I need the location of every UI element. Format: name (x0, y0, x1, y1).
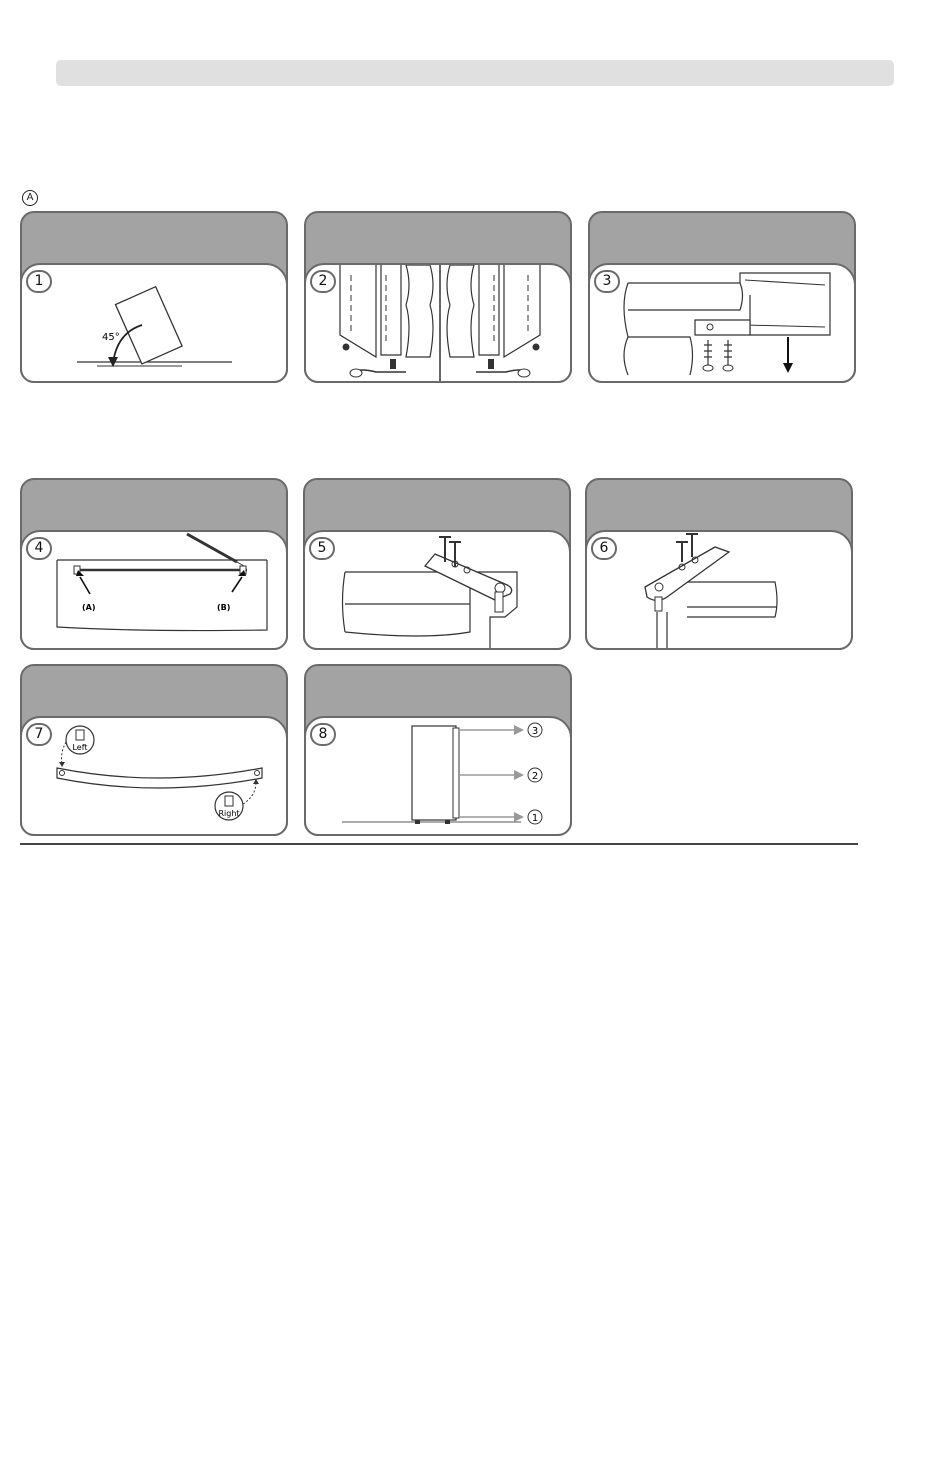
panel-illustration (20, 530, 288, 650)
step-number: 2 (310, 270, 336, 293)
panel-illustration (303, 530, 571, 650)
step-number: 4 (26, 537, 52, 560)
shelf-label-middle: 2 (531, 771, 539, 782)
step-panel-8 (304, 664, 572, 836)
header-bar (56, 60, 894, 86)
top-cover-illustration (22, 532, 288, 650)
shelf-label-bottom: 1 (531, 813, 539, 824)
tilt-illustration (22, 265, 288, 383)
bottom-divider (20, 843, 858, 845)
right-label: Right (218, 809, 240, 818)
step-panel-1 (20, 211, 288, 383)
door-alignment-illustration (306, 718, 572, 836)
panel-illustration (20, 263, 288, 383)
panel-illustration (20, 716, 288, 836)
step-number: 5 (309, 537, 335, 560)
step-number: 3 (594, 270, 620, 293)
section-marker: A (22, 190, 38, 206)
step-panel-3 (588, 211, 856, 383)
shelf-label-top: 3 (531, 726, 539, 737)
hinge-illustration (590, 265, 856, 383)
panel-illustration (304, 263, 572, 383)
step-panel-2 (304, 211, 572, 383)
panel-illustration (588, 263, 856, 383)
step-number: 8 (310, 723, 336, 746)
step-number: 6 (591, 537, 617, 560)
step-panel-5 (303, 478, 571, 650)
hinge-cover-illustration (22, 718, 288, 836)
left-label: Left (72, 743, 88, 752)
label-a: (A) (82, 603, 96, 612)
angle-label: 45° (102, 332, 120, 343)
step-panel-4 (20, 478, 288, 650)
panel-illustration (304, 716, 572, 836)
hinge-mount-illustration (305, 532, 571, 650)
step-number: 7 (26, 723, 52, 746)
panel-illustration (585, 530, 853, 650)
door-removal-illustration (306, 265, 572, 383)
step-number: 1 (26, 270, 52, 293)
step-panel-7 (20, 664, 288, 836)
label-b: (B) (217, 603, 231, 612)
hinge-reinstall-illustration (587, 532, 853, 650)
step-panel-6 (585, 478, 853, 650)
